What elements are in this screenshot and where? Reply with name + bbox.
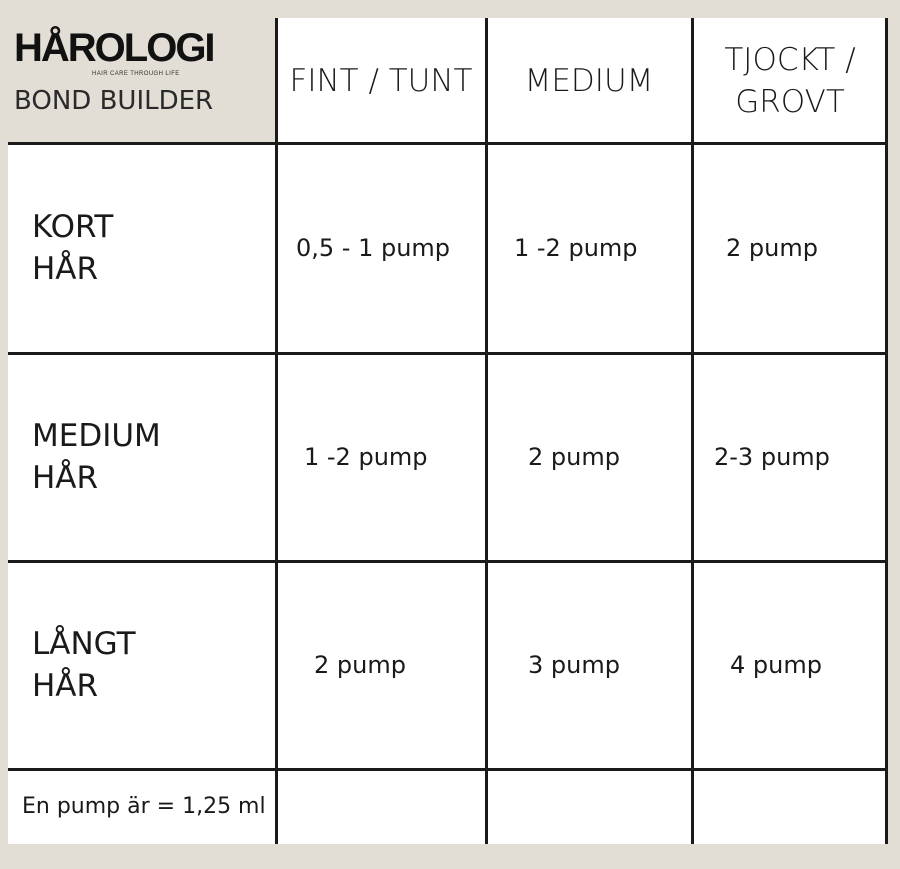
table-cell: 3 pump xyxy=(528,651,620,679)
brand-logo: HÅROLOGI xyxy=(14,26,214,70)
table-cell: 0,5 - 1 pump xyxy=(296,234,451,262)
brand-cell xyxy=(8,18,276,143)
column-header-fint-tunt: FINT / TUNT xyxy=(289,62,473,99)
table-cell: 4 pump xyxy=(730,651,822,679)
product-name: BOND BUILDER xyxy=(14,86,214,116)
column-header-medium: MEDIUM xyxy=(524,62,654,99)
table-cell: 2 pump xyxy=(726,234,818,262)
table-cell: 1 -2 pump xyxy=(304,443,428,471)
table-cell: 2-3 pump xyxy=(714,443,830,471)
row-header-langt-har: LÅNGT HÅR xyxy=(32,626,136,704)
grid-line xyxy=(8,142,888,145)
row-header-medium-har: MEDIUM HÅR xyxy=(32,418,161,496)
grid-line xyxy=(8,560,888,563)
table-cell: 2 pump xyxy=(528,443,620,471)
grid-line xyxy=(8,768,888,771)
footnote: En pump är = 1,25 ml xyxy=(22,794,266,819)
dosage-table xyxy=(8,18,888,844)
brand-tagline: HAIR CARE THROUGH LIFE xyxy=(92,71,180,77)
table-cell: 1 -2 pump xyxy=(514,234,638,262)
table-cell: 2 pump xyxy=(314,651,406,679)
column-header-tjockt-grovt: TJOCKT / GROVT xyxy=(724,41,856,120)
grid-line xyxy=(8,352,888,355)
row-header-kort-har: KORT HÅR xyxy=(32,209,114,287)
